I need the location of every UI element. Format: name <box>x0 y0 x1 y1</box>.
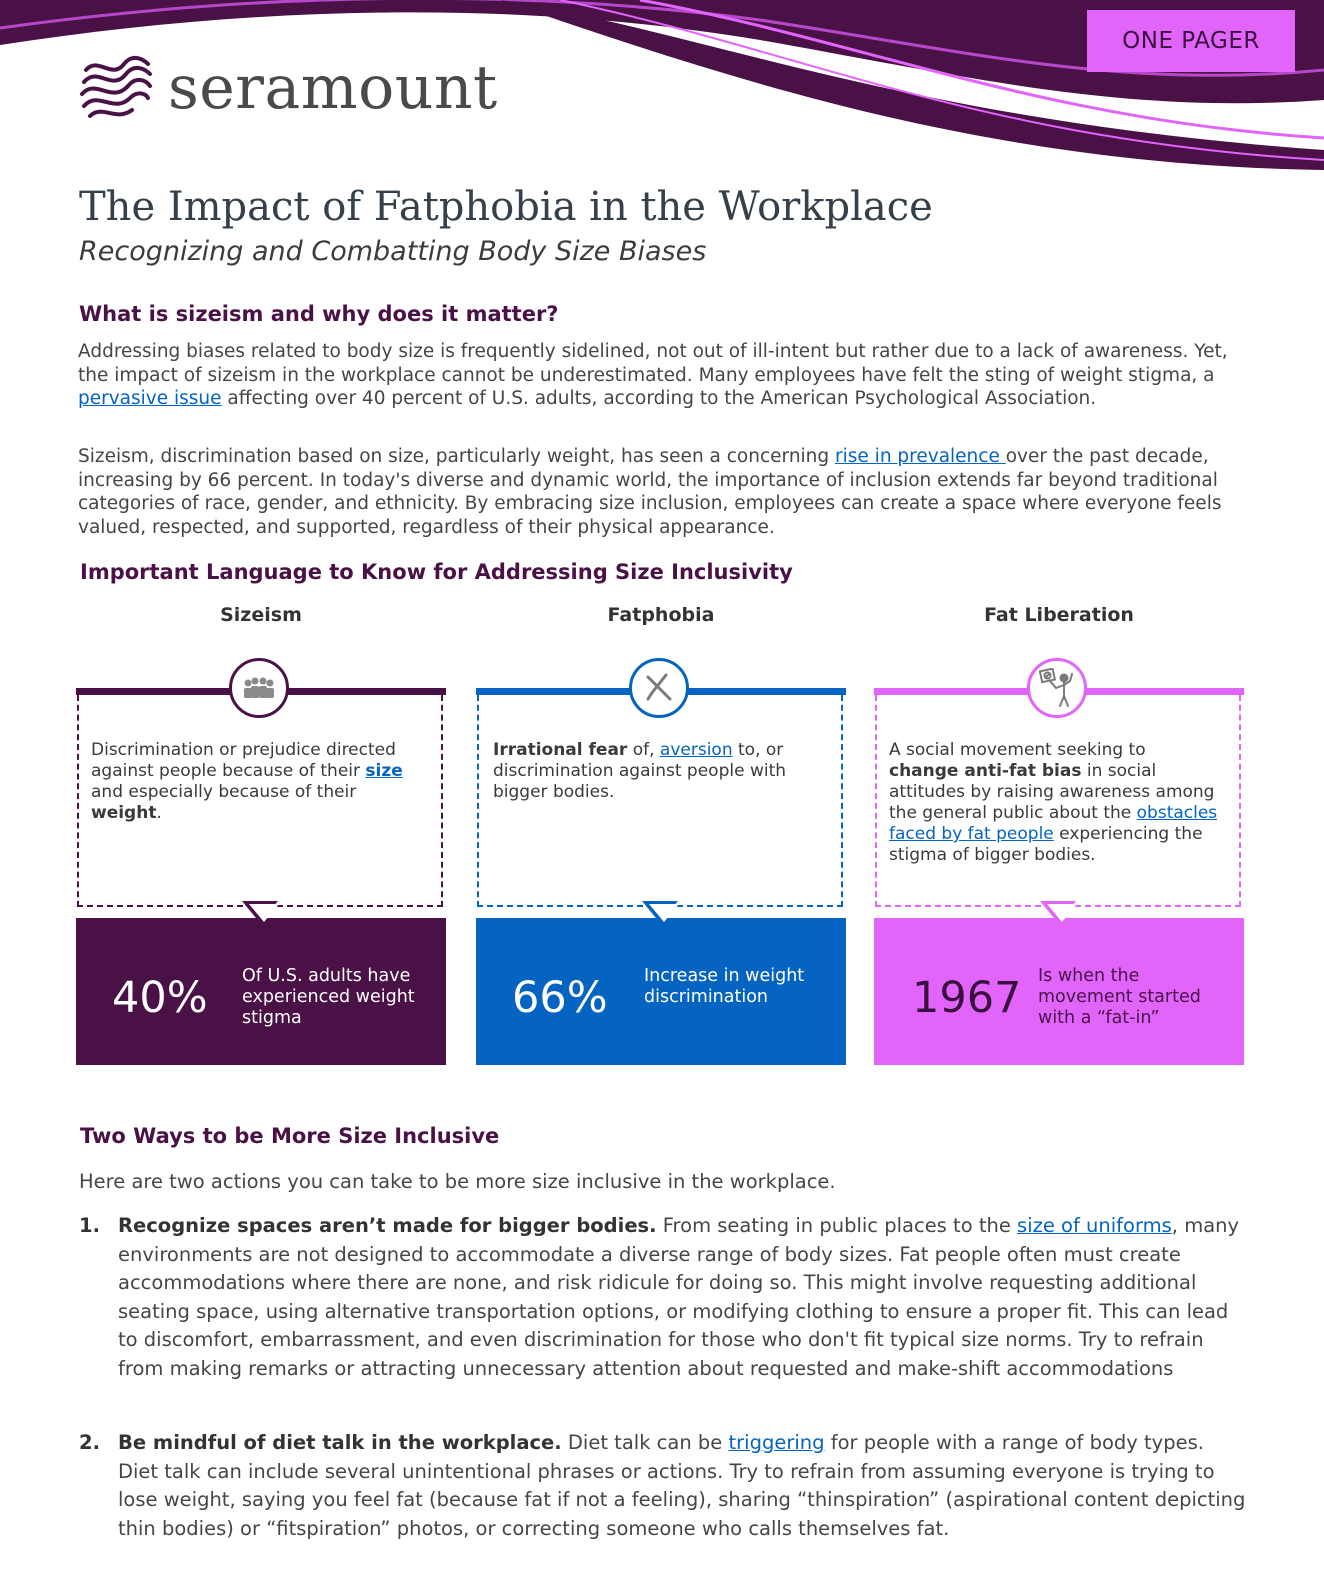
obstacles-link[interactable]: obstacles faced by fat people <box>889 803 1218 844</box>
list-item-text-a: From seating in public places to the <box>656 1214 1018 1237</box>
list-item-bold: Recognize spaces aren’t made for bigger bodies. <box>118 1214 657 1237</box>
prohibited-icon <box>629 658 689 718</box>
triggering-link[interactable]: triggering <box>728 1431 825 1454</box>
list-item-text-b: for people with a range of body types. Diet talk can include several unintentional phrases or actions. Try to refrain from assuming everyone is trying to lose weight, saying you feel fat (because fat if not a feeling), sharing “thinspiration” (aspirational content depicting thin bodies) or “fitspiration” photos, or correcting someone who calls themselves fat. <box>118 1431 1246 1540</box>
one-pager-badge: ONE PAGER <box>1087 10 1295 72</box>
term-fatphobia: Fatphobia <box>607 604 715 626</box>
desc-bold: Irrational fear <box>493 740 628 760</box>
pervasive-issue-link[interactable]: pervasive issue <box>78 388 222 409</box>
desc-text-c: . <box>156 803 162 823</box>
desc-text-b: to, or discrimination against people with bigger bodies. <box>493 740 787 802</box>
desc-text-b: in social attitudes by raising awareness among the general public about the <box>889 761 1215 823</box>
notch <box>1047 904 1077 922</box>
card-fatphobia <box>476 688 846 1065</box>
paragraph-1 <box>78 340 1258 411</box>
list-item-body <box>118 1212 1249 1383</box>
desc-bold: weight <box>91 803 157 823</box>
page-subtitle: Recognizing and Combatting Body Size Biases <box>79 236 707 267</box>
stat-text: Is when the movement started with a “fat-in” <box>1038 966 1201 1028</box>
notch <box>649 904 679 922</box>
stat-value: 66% <box>512 973 608 1023</box>
size-link[interactable]: size <box>365 761 403 781</box>
card-sizeism <box>76 688 446 1065</box>
card-description <box>889 740 1219 866</box>
paragraph-2-text-b: over the past decade, increasing by 66 percent. In today's diverse and dynamic world, the importance of inclusion extends far beyond traditional categories of race, gender, and ethnicity. By embracing size inclusion, employees can create a space where everyone feels valued, respected, and supported, regardless of their physical appearance. <box>78 446 1222 538</box>
desc-text-a: Discrimination or prejudice directed against people because of their <box>91 740 396 781</box>
paragraph-1-text-b: affecting over 40 percent of U.S. adults, according to the American Psychological Association. <box>221 388 1097 409</box>
logo-mark-icon <box>78 50 154 126</box>
desc-text-a: of, <box>627 740 660 760</box>
desc-text-b: and especially because of their <box>91 782 357 802</box>
stat-value: 40% <box>112 973 208 1023</box>
card-description <box>91 740 421 824</box>
aversion-link[interactable]: aversion <box>659 740 733 760</box>
protester-sign-icon <box>1027 658 1087 718</box>
list-number: 1. <box>79 1214 100 1237</box>
desc-text-a: A social movement seeking to <box>889 740 1146 760</box>
page-title: The Impact of Fatphobia in the Workplace <box>79 184 933 230</box>
card-fat-liberation <box>874 688 1244 1065</box>
paragraph-1-text-a: Addressing biases related to body size is frequently sidelined, not out of ill-intent but rather due to a lack of awareness. Yet, the impact of sizeism in the workplace cannot be underestimated. Many employees have felt the sting of weight stigma, a <box>78 341 1228 386</box>
section-heading-sizeism: What is sizeism and why does it matter? <box>79 302 559 326</box>
list-item-bold: Be mindful of diet talk in the workplace. <box>118 1431 562 1454</box>
logo-wordmark: seramount <box>168 53 498 123</box>
desc-bold: change anti-fat bias <box>889 761 1082 781</box>
list-number: 2. <box>79 1431 100 1454</box>
paragraph-2 <box>78 445 1258 539</box>
list-item-text-b: , many environments are not designed to accommodate a diverse range of body sizes. Fat people often must create accommodations where there are none, and risk ridicule for doing so. This might involve requesting additional seating space, using alternative transportation options, or modifying clothing to ensure a proper fit. This can lead to discomfort, embarrassment, and even discrimination for those who don't fit typical size norms. Try to refrain from making remarks or attracting unnecessary attention about requested and make-shift accommodations <box>118 1214 1240 1380</box>
stat-text: Increase in weight discrimination <box>644 966 805 1007</box>
section3-intro: Here are two actions you can take to be more size inclusive in the workplace. <box>79 1170 836 1193</box>
paragraph-2-text-a: Sizeism, discrimination based on size, particularly weight, has seen a concerning <box>78 446 836 467</box>
stat-value: 1967 <box>912 973 1022 1023</box>
seramount-logo <box>78 50 498 126</box>
rise-in-prevalence-link[interactable]: rise in prevalence <box>835 446 1006 467</box>
desc-text-c: experiencing the stigma of bigger bodies. <box>889 824 1203 865</box>
list-item <box>79 1212 1249 1383</box>
term-fat-liberation: Fat Liberation <box>984 604 1134 626</box>
list-item-text-a: Diet talk can be <box>561 1431 729 1454</box>
section-heading-language: Important Language to Know for Addressing Size Inclusivity <box>80 560 793 584</box>
list-item <box>79 1429 1249 1543</box>
list-item-body <box>118 1429 1249 1543</box>
stat-text: Of U.S. adults have experienced weight stigma <box>242 966 415 1028</box>
notch <box>249 904 279 922</box>
term-sizeism: Sizeism <box>220 604 302 626</box>
card-description <box>493 740 823 803</box>
size-of-uniforms-link[interactable]: size of uniforms <box>1017 1214 1172 1237</box>
people-group-icon <box>229 658 289 718</box>
section-heading-two-ways: Two Ways to be More Size Inclusive <box>80 1124 500 1148</box>
